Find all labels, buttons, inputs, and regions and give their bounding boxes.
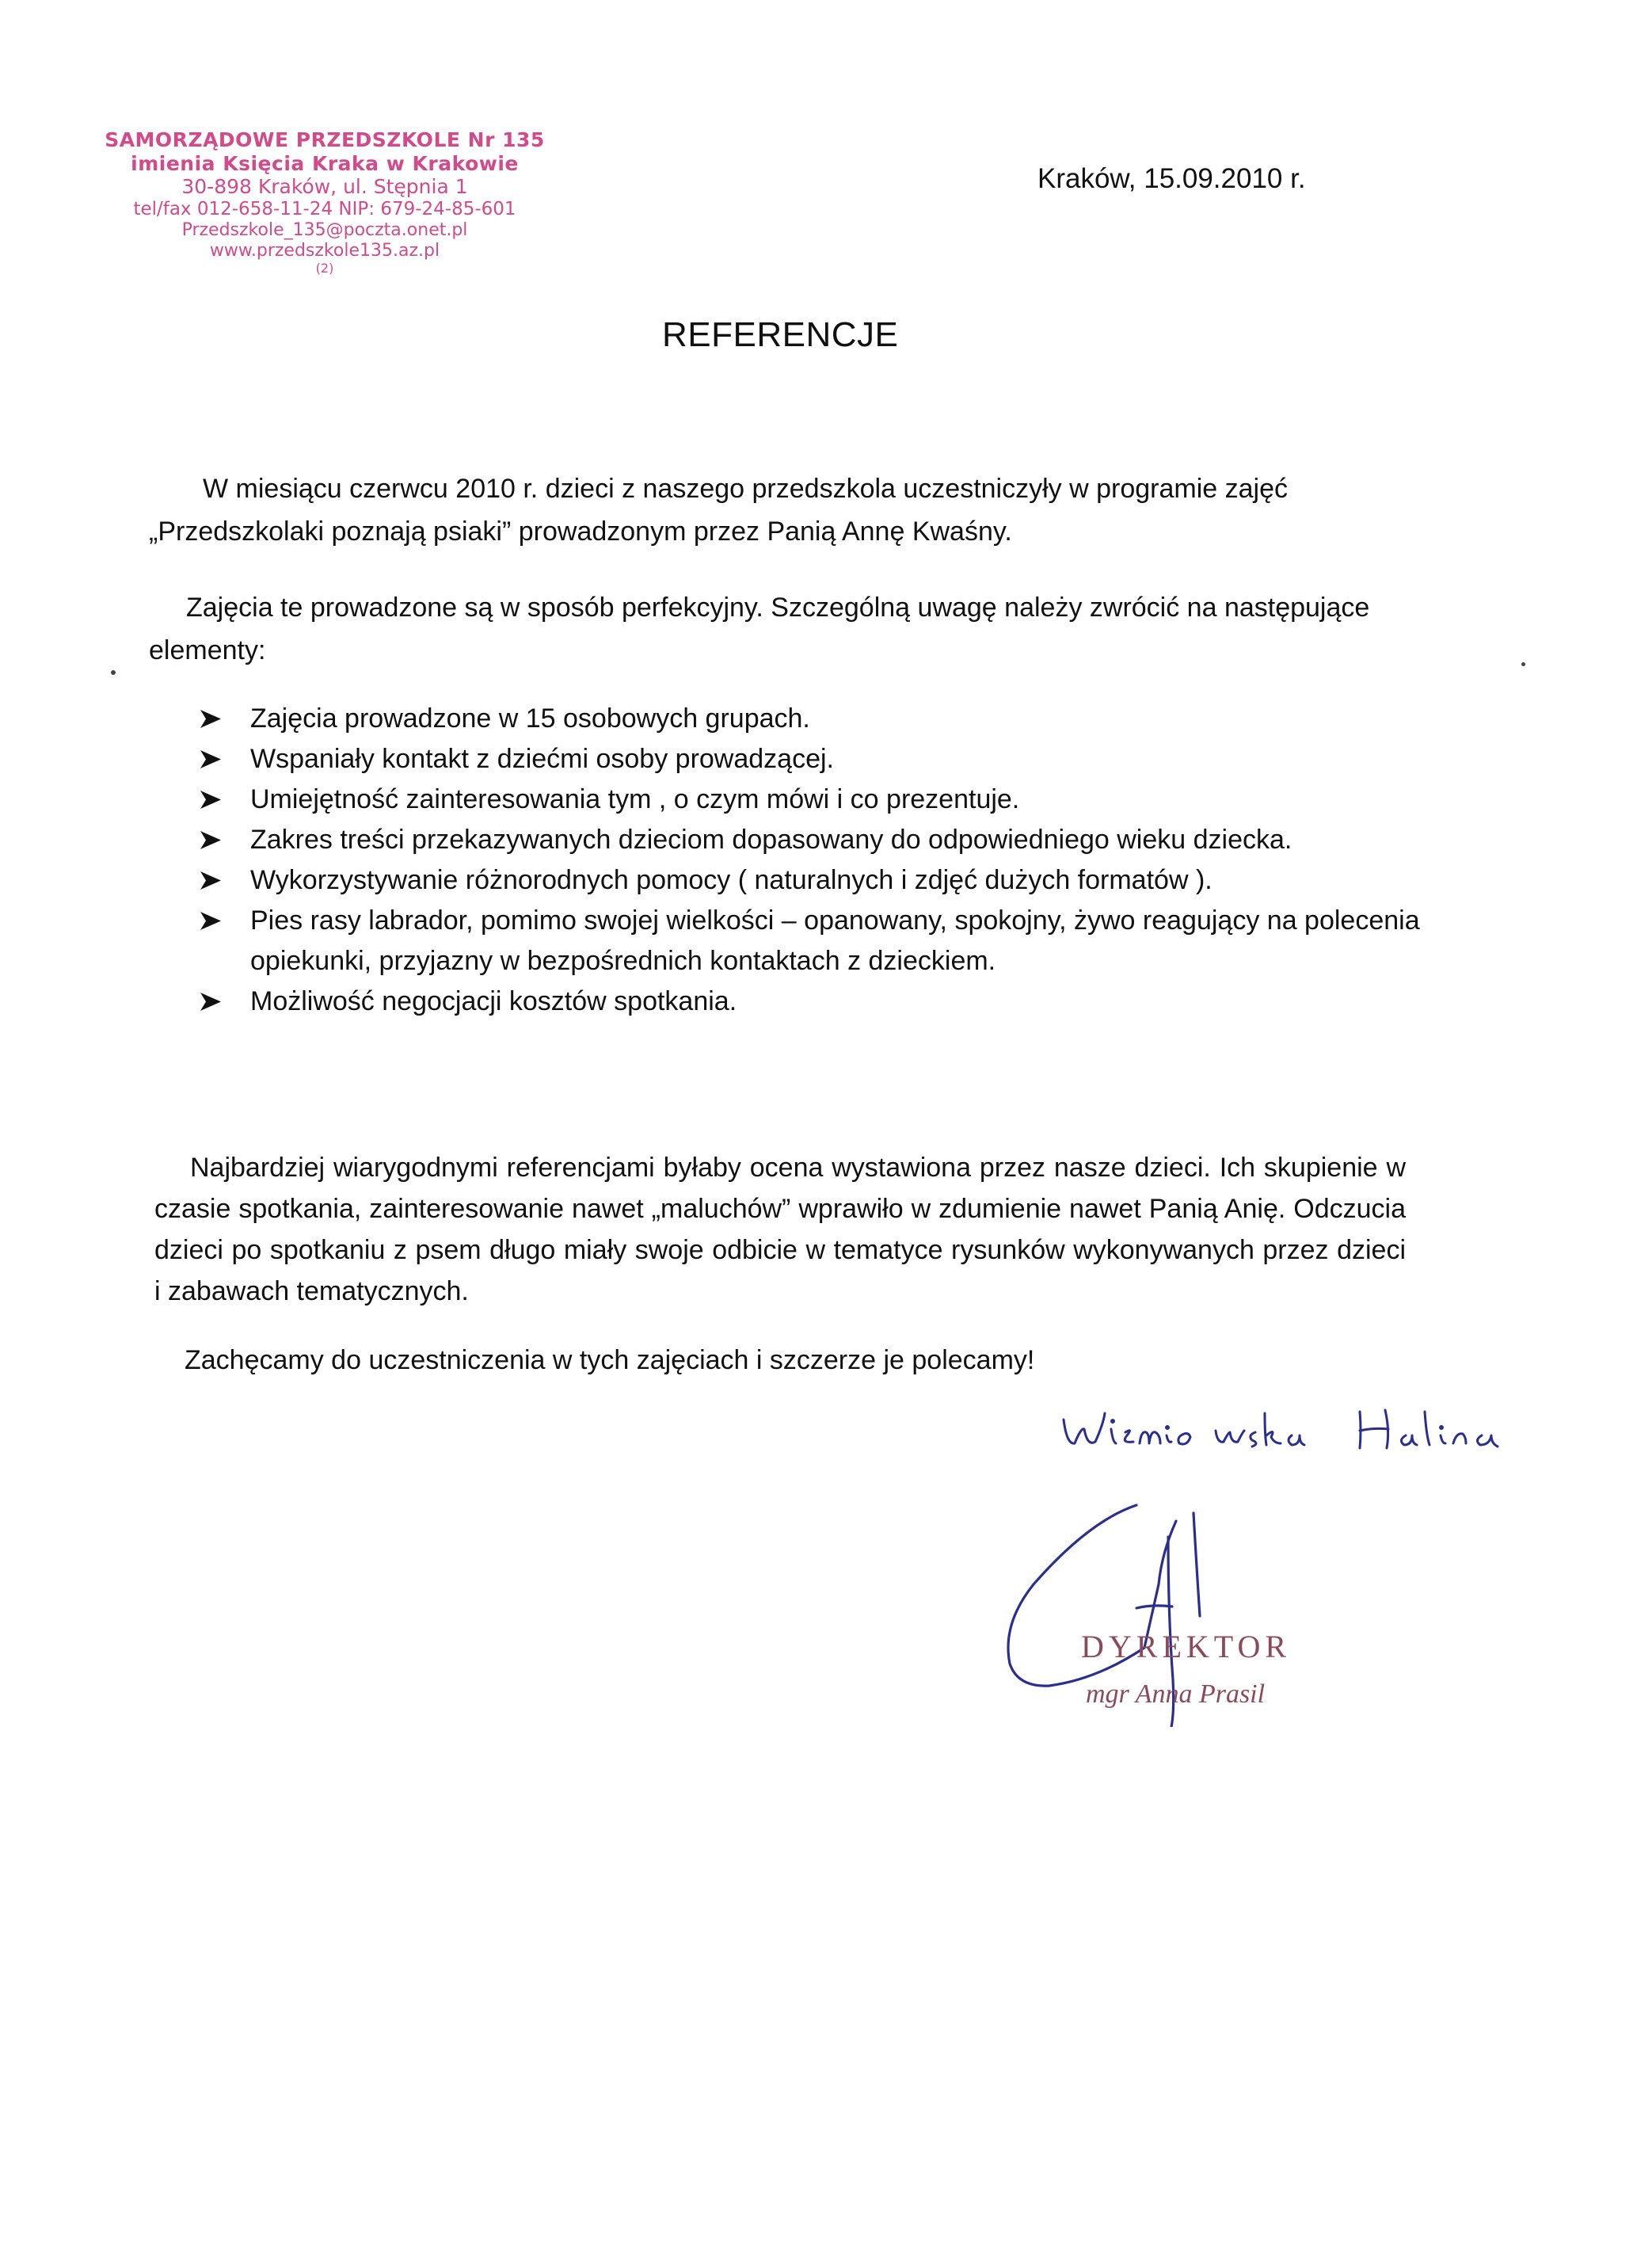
director-name: mgr Anna Prasil (1086, 1679, 1266, 1709)
list-item (198, 820, 1433, 860)
arrowhead-bullet-icon (198, 901, 223, 941)
list-item-text: Możliwość negocjacji kosztów spotkania. (250, 986, 737, 1016)
arrowhead-bullet-icon (198, 739, 223, 780)
features-list (198, 699, 1433, 1022)
list-item (198, 982, 1433, 1022)
stamp-line-website: www.przedszkole135.az.pl (209, 240, 440, 261)
stamp-line-name: SAMORZĄDOWE PRZEDSZKOLE Nr 135 (105, 128, 545, 151)
stamp-line-phone-nip: tel/fax 012-658-11-24 NIP: 679-24-85-601 (133, 198, 516, 219)
assessment-paragraph: Najbardziej wiarygodnymi referencjami byłaby ocena wystawiona przez nasze dzieci. Ich skupienie w czasie spotkania, zainteresowanie nawet „maluchów” wprawiło w zdumienie nawet Panią Anię. Odczucia dzieci po spotkaniu z psem długo miały swoje odbicie w tematyce rysunków wykonywanych przez dzieci i zabawach tematycznych. (154, 1153, 1406, 1306)
closing-paragraph: Zachęcamy do uczestniczenia w tych zajęciach i szczerze je polecamy! (185, 1345, 1035, 1375)
list-item-text: Umiejętność zainteresowania tym , o czym mówi i co prezentuje. (250, 784, 1020, 814)
scan-speck (111, 670, 116, 675)
list-item-text: Zakres treści przekazywanych dzieciom dopasowany do odpowiedniego wieku dziecka. (250, 825, 1292, 855)
scan-speck (1521, 662, 1525, 666)
list-item-text: Pies rasy labrador, pomimo swojej wielkości – opanowany, spokojny, żywo reagujący na polecenia opiekunki, przyjazny w bezpośrednich kontaktach z dzieckiem. (250, 905, 1420, 976)
list-item (198, 780, 1433, 820)
arrowhead-bullet-icon (198, 982, 223, 1022)
stamp-line-address: 30-898 Kraków, ul. Stępnia 1 (181, 175, 468, 198)
lead-paragraph: Zajęcia te prowadzone są w sposób perfekcyjny. Szczególną uwagę należy zwrócić na następujące elementy: (149, 593, 1370, 665)
stamp-line-number: (2) (315, 260, 334, 276)
arrowhead-bullet-icon (198, 820, 223, 860)
arrowhead-bullet-icon (198, 860, 223, 901)
list-item-text: Zajęcia prowadzone w 15 osobowych grupach. (250, 703, 810, 734)
handwritten-name-signature (1057, 1396, 1501, 1467)
list-item (198, 699, 1433, 739)
stamp-line-patron: imienia Księcia Kraka w Krakowie (131, 151, 519, 175)
arrowhead-bullet-icon (198, 699, 223, 739)
list-item-text: Wspaniały kontakt z dziećmi osoby prowadzącej. (250, 744, 834, 774)
arrowhead-bullet-icon (198, 780, 223, 820)
document-title: REFERENCJE (662, 315, 899, 354)
stamp-line-email: Przedszkole_135@poczta.onet.pl (181, 219, 468, 240)
list-item (198, 739, 1433, 780)
list-item (198, 860, 1433, 901)
list-item (198, 901, 1433, 982)
director-stamp (1081, 1628, 1291, 1710)
letter-date: Kraków, 15.09.2010 r. (1037, 163, 1306, 194)
institution-stamp (87, 128, 562, 276)
intro-paragraph: W miesiącu czerwcu 2010 r. dzieci z naszego przedszkola uczestniczyły w programie zajęć „Przedszkolaki poznają psiaki” prowadzonym przez Panią Annę Kwaśny. (149, 474, 1288, 547)
list-item-text: Wykorzystywanie różnorodnych pomocy ( naturalnych i zdjęć dużych formatów ). (250, 865, 1213, 895)
director-role: DYREKTOR (1081, 1629, 1292, 1664)
